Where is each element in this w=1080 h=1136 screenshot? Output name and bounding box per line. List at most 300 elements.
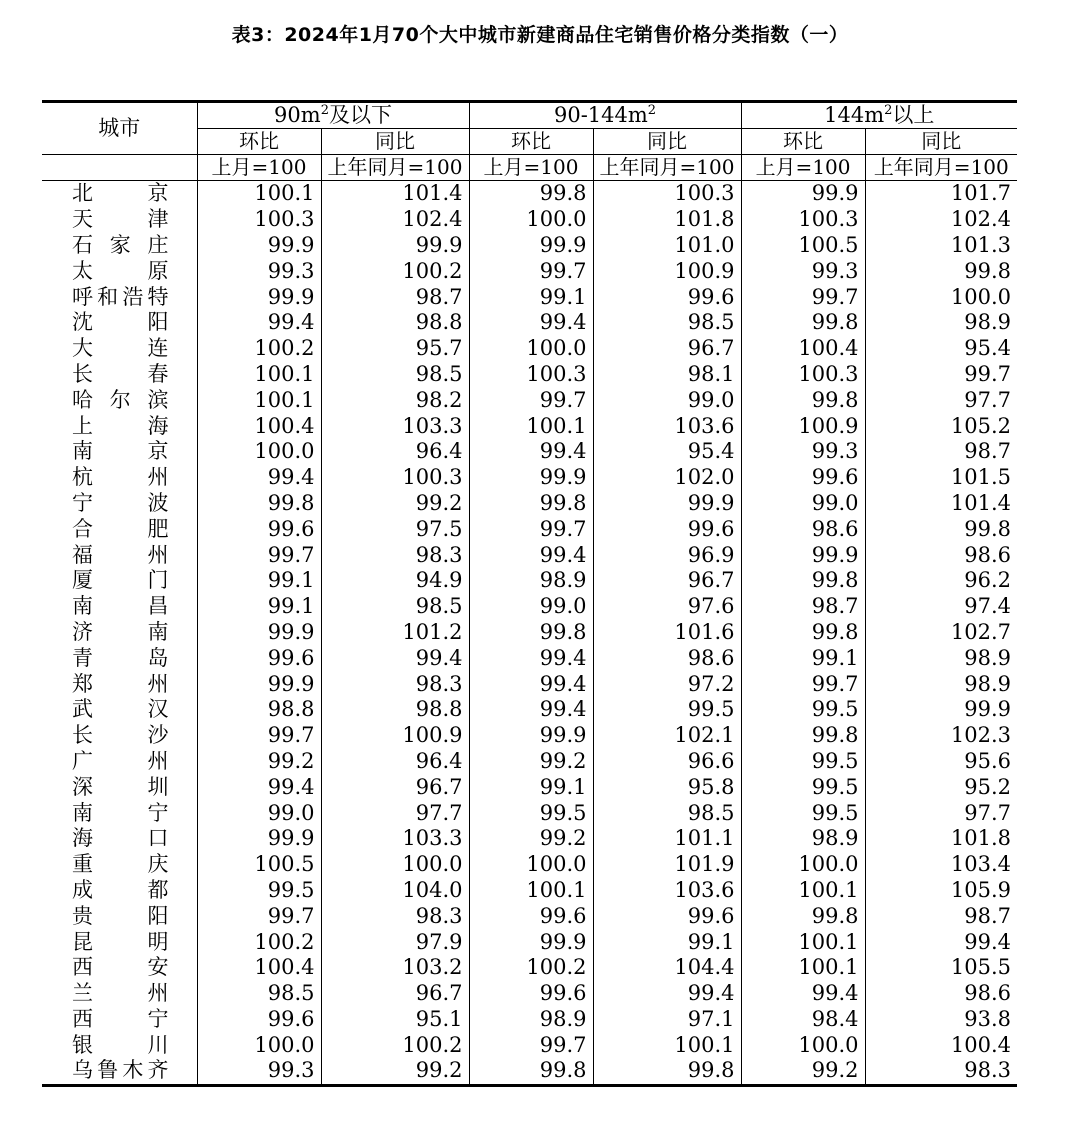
table-row	[42, 774, 1017, 800]
yoy-small-cell: 98.8	[321, 310, 469, 336]
mom-small-cell: 99.4	[197, 465, 321, 491]
mom-medium-cell: 100.3	[469, 362, 593, 388]
mom-medium-cell: 99.4	[469, 697, 593, 723]
yoy-medium-cell: 101.9	[593, 852, 741, 878]
yoy-small-cell: 97.5	[321, 516, 469, 542]
yoy-medium-cell: 99.4	[593, 981, 741, 1007]
yoy-medium-cell: 96.9	[593, 542, 741, 568]
yoy-small-cell: 99.4	[321, 645, 469, 671]
mom-large-cell: 99.6	[741, 465, 865, 491]
mom-medium-cell: 99.7	[469, 387, 593, 413]
mom-medium-cell: 99.2	[469, 826, 593, 852]
yoy-large-cell: 98.9	[865, 645, 1017, 671]
yoy-medium-cell: 98.5	[593, 800, 741, 826]
yoy-large-cell: 96.2	[865, 568, 1017, 594]
yoy-small-cell: 96.4	[321, 749, 469, 775]
yoy-large-cell: 99.9	[865, 697, 1017, 723]
city-name-cell: 乌鲁木齐	[72, 1058, 169, 1083]
yoy-large-cell: 95.2	[865, 774, 1017, 800]
city-name-cell: 福州	[72, 542, 169, 567]
yoy-medium-cell: 100.1	[593, 1032, 741, 1058]
yoy-large-cell: 101.3	[865, 233, 1017, 259]
mom-medium-cell: 99.9	[469, 233, 593, 259]
mom-small-cell: 99.4	[197, 774, 321, 800]
city-name-cell: 杭州	[72, 465, 169, 490]
mom-small-cell: 99.1	[197, 568, 321, 594]
mom-large-cell: 99.3	[741, 258, 865, 284]
yoy-medium-cell: 96.7	[593, 568, 741, 594]
city-name-cell: 深圳	[72, 774, 169, 799]
mom-small-cell: 98.8	[197, 697, 321, 723]
table-row	[42, 697, 1017, 723]
mom-medium-cell: 99.0	[469, 594, 593, 620]
mom-large-cell: 100.1	[741, 929, 865, 955]
mom-large-cell: 99.8	[741, 387, 865, 413]
table-row	[42, 800, 1017, 826]
mom-large-cell: 99.9	[741, 181, 865, 207]
table-row	[42, 1032, 1017, 1058]
yoy-large-cell: 98.7	[865, 903, 1017, 929]
mom-small-cell: 99.2	[197, 749, 321, 775]
city-name-cell: 长沙	[72, 723, 169, 748]
yoy-medium-cell: 101.0	[593, 233, 741, 259]
table-row	[42, 413, 1017, 439]
mom-medium-cell: 99.4	[469, 439, 593, 465]
yoy-small-cell: 95.7	[321, 336, 469, 362]
city-name-cell: 郑州	[72, 671, 169, 696]
city-name-cell: 长春	[72, 361, 169, 386]
mom-large-cell: 99.7	[741, 671, 865, 697]
mom-medium-cell: 99.7	[469, 1032, 593, 1058]
mom-medium-cell: 99.8	[469, 1058, 593, 1085]
mom-medium-cell: 98.9	[469, 1007, 593, 1033]
city-name-cell: 宁波	[72, 490, 169, 515]
mom-medium-cell: 100.0	[469, 336, 593, 362]
yoy-large-cell: 98.3	[865, 1058, 1017, 1085]
yoy-small-cell: 98.2	[321, 387, 469, 413]
table-row	[42, 671, 1017, 697]
table-row	[42, 981, 1017, 1007]
mom-medium-cell: 100.0	[469, 852, 593, 878]
mom-large-cell: 100.1	[741, 878, 865, 904]
mom-header: 环比	[469, 129, 593, 155]
table-row	[42, 207, 1017, 233]
table-row	[42, 955, 1017, 981]
mom-small-cell: 99.3	[197, 1058, 321, 1085]
mom-large-cell: 99.1	[741, 645, 865, 671]
yoy-medium-cell: 99.8	[593, 1058, 741, 1085]
mom-medium-cell: 99.5	[469, 800, 593, 826]
mom-small-cell: 99.6	[197, 516, 321, 542]
yoy-small-cell: 98.5	[321, 362, 469, 388]
mom-large-cell: 99.5	[741, 749, 865, 775]
mom-large-cell: 100.3	[741, 207, 865, 233]
city-name-cell: 北京	[72, 181, 169, 206]
yoy-small-cell: 100.2	[321, 258, 469, 284]
yoy-small-cell: 99.9	[321, 233, 469, 259]
yoy-small-cell: 103.3	[321, 826, 469, 852]
group-header-small	[197, 102, 469, 129]
city-name-cell: 沈阳	[72, 310, 169, 335]
mom-small-cell: 99.3	[197, 258, 321, 284]
mom-medium-cell: 99.8	[469, 181, 593, 207]
mom-large-cell: 99.9	[741, 542, 865, 568]
yoy-small-cell: 97.9	[321, 929, 469, 955]
yoy-small-cell: 98.8	[321, 697, 469, 723]
yoy-small-cell: 94.9	[321, 568, 469, 594]
yoy-small-cell: 100.3	[321, 465, 469, 491]
yoy-large-cell: 101.5	[865, 465, 1017, 491]
city-name-cell: 武汉	[72, 697, 169, 722]
city-name-cell: 太原	[72, 258, 169, 283]
city-name-cell: 天津	[72, 207, 169, 232]
table-row	[42, 878, 1017, 904]
yoy-medium-cell: 95.8	[593, 774, 741, 800]
yoy-small-cell: 100.9	[321, 723, 469, 749]
city-column-header: 城市	[42, 102, 197, 155]
mom-medium-cell: 99.6	[469, 903, 593, 929]
yoy-large-cell: 102.7	[865, 620, 1017, 646]
mom-base-header: 上月=100	[741, 155, 865, 181]
mom-small-cell: 100.5	[197, 852, 321, 878]
group-label-sup: 2	[320, 103, 329, 118]
mom-small-cell: 99.0	[197, 800, 321, 826]
mom-small-cell: 100.1	[197, 181, 321, 207]
city-name-cell: 昆明	[72, 929, 169, 954]
yoy-medium-cell: 100.9	[593, 258, 741, 284]
group-header-medium	[469, 102, 741, 129]
table-row	[42, 310, 1017, 336]
mom-medium-cell: 100.1	[469, 878, 593, 904]
city-name-cell: 银川	[72, 1032, 169, 1057]
price-index-table	[42, 100, 1017, 1087]
yoy-large-cell: 95.6	[865, 749, 1017, 775]
yoy-large-cell: 97.4	[865, 594, 1017, 620]
yoy-small-cell: 99.2	[321, 1058, 469, 1085]
city-name-cell: 济南	[72, 619, 169, 644]
table-row	[42, 542, 1017, 568]
city-name-cell: 兰州	[72, 981, 169, 1006]
yoy-small-cell: 100.2	[321, 1032, 469, 1058]
yoy-small-cell: 98.7	[321, 284, 469, 310]
mom-large-cell: 99.5	[741, 800, 865, 826]
city-name-cell: 呼和浩特	[72, 284, 169, 309]
mom-medium-cell: 98.9	[469, 568, 593, 594]
mom-small-cell: 99.9	[197, 233, 321, 259]
yoy-medium-cell: 101.6	[593, 620, 741, 646]
mom-medium-cell: 99.8	[469, 620, 593, 646]
mom-small-cell: 100.0	[197, 1032, 321, 1058]
group-label-sup: 2	[884, 103, 893, 118]
yoy-medium-cell: 97.2	[593, 671, 741, 697]
city-name-cell: 上海	[72, 413, 169, 438]
group-header-large	[741, 102, 1017, 129]
yoy-large-cell: 101.7	[865, 181, 1017, 207]
yoy-header: 同比	[865, 129, 1017, 155]
mom-medium-cell: 99.1	[469, 284, 593, 310]
yoy-small-cell: 98.3	[321, 542, 469, 568]
city-name-cell: 哈尔滨	[72, 387, 169, 412]
yoy-large-cell: 98.6	[865, 981, 1017, 1007]
yoy-small-cell: 101.2	[321, 620, 469, 646]
table-row	[42, 826, 1017, 852]
yoy-small-cell: 102.4	[321, 207, 469, 233]
yoy-medium-cell: 102.0	[593, 465, 741, 491]
yoy-medium-cell: 99.6	[593, 903, 741, 929]
yoy-medium-cell: 96.6	[593, 749, 741, 775]
table-body	[42, 181, 1017, 1086]
mom-base-header: 上月=100	[469, 155, 593, 181]
mom-small-cell: 99.9	[197, 284, 321, 310]
yoy-large-cell: 102.4	[865, 207, 1017, 233]
mom-large-cell: 100.0	[741, 852, 865, 878]
city-name-cell: 青岛	[72, 645, 169, 670]
table-row	[42, 233, 1017, 259]
mom-small-cell: 100.2	[197, 336, 321, 362]
mom-small-cell: 99.9	[197, 826, 321, 852]
yoy-large-cell: 99.8	[865, 516, 1017, 542]
mom-large-cell: 98.9	[741, 826, 865, 852]
mom-large-cell: 100.5	[741, 233, 865, 259]
yoy-large-cell: 101.4	[865, 491, 1017, 517]
city-name-cell: 南京	[72, 439, 169, 464]
yoy-large-cell: 100.0	[865, 284, 1017, 310]
mom-large-cell: 98.6	[741, 516, 865, 542]
group-label-post: 以上	[892, 103, 935, 127]
table-title: 表3：2024年1月70个大中城市新建商品住宅销售价格分类指数（一）	[231, 24, 849, 46]
yoy-small-cell: 98.3	[321, 671, 469, 697]
yoy-medium-cell: 96.7	[593, 336, 741, 362]
city-name-cell: 西安	[72, 955, 169, 980]
yoy-large-cell: 95.4	[865, 336, 1017, 362]
yoy-medium-cell: 103.6	[593, 878, 741, 904]
yoy-large-cell: 99.8	[865, 258, 1017, 284]
yoy-small-cell: 97.7	[321, 800, 469, 826]
mom-medium-cell: 99.4	[469, 310, 593, 336]
table-row	[42, 929, 1017, 955]
yoy-medium-cell: 97.1	[593, 1007, 741, 1033]
yoy-large-cell: 93.8	[865, 1007, 1017, 1033]
yoy-large-cell: 100.4	[865, 1032, 1017, 1058]
mom-large-cell: 99.7	[741, 284, 865, 310]
yoy-small-cell: 98.3	[321, 903, 469, 929]
table-row	[42, 516, 1017, 542]
yoy-medium-cell: 99.6	[593, 284, 741, 310]
mom-medium-cell: 99.2	[469, 749, 593, 775]
mom-header: 环比	[741, 129, 865, 155]
yoy-large-cell: 102.3	[865, 723, 1017, 749]
table-row	[42, 723, 1017, 749]
mom-small-cell: 100.2	[197, 929, 321, 955]
yoy-small-cell: 98.5	[321, 594, 469, 620]
yoy-medium-cell: 103.6	[593, 413, 741, 439]
city-name-cell: 成都	[72, 877, 169, 902]
mom-medium-cell: 99.4	[469, 542, 593, 568]
table-header	[42, 102, 1017, 181]
city-name-cell: 南宁	[72, 800, 169, 825]
mom-large-cell: 99.4	[741, 981, 865, 1007]
group-label-post: 及以下	[328, 103, 392, 127]
yoy-base-header: 上年同月=100	[321, 155, 469, 181]
yoy-large-cell: 105.9	[865, 878, 1017, 904]
city-name-cell: 大连	[72, 336, 169, 361]
yoy-large-cell: 98.9	[865, 310, 1017, 336]
yoy-medium-cell: 102.1	[593, 723, 741, 749]
city-name-cell: 合肥	[72, 516, 169, 541]
mom-medium-cell: 99.8	[469, 491, 593, 517]
mom-small-cell: 100.1	[197, 387, 321, 413]
yoy-large-cell: 105.2	[865, 413, 1017, 439]
table-row	[42, 594, 1017, 620]
yoy-small-cell: 104.0	[321, 878, 469, 904]
yoy-medium-cell: 104.4	[593, 955, 741, 981]
yoy-small-cell: 95.1	[321, 1007, 469, 1033]
mom-medium-cell: 99.4	[469, 671, 593, 697]
mom-small-cell: 100.0	[197, 439, 321, 465]
yoy-small-cell: 99.2	[321, 491, 469, 517]
mom-small-cell: 99.7	[197, 542, 321, 568]
city-name-cell: 南昌	[72, 594, 169, 619]
mom-large-cell: 100.0	[741, 1032, 865, 1058]
table-row	[42, 439, 1017, 465]
city-name-cell: 厦门	[72, 568, 169, 593]
table-row	[42, 465, 1017, 491]
mom-medium-cell: 100.2	[469, 955, 593, 981]
mom-small-cell: 100.1	[197, 362, 321, 388]
table-row	[42, 749, 1017, 775]
city-name-cell: 广州	[72, 748, 169, 773]
mom-small-cell: 99.9	[197, 620, 321, 646]
mom-small-cell: 100.4	[197, 413, 321, 439]
mom-small-cell: 99.9	[197, 671, 321, 697]
city-header-spacer	[42, 155, 197, 181]
table-row	[42, 491, 1017, 517]
yoy-small-cell: 96.7	[321, 774, 469, 800]
yoy-small-cell: 101.4	[321, 181, 469, 207]
yoy-large-cell: 105.5	[865, 955, 1017, 981]
mom-large-cell: 99.8	[741, 723, 865, 749]
city-name-cell: 重庆	[72, 852, 169, 877]
mom-base-header: 上月=100	[197, 155, 321, 181]
group-label-pre: 90m	[274, 103, 321, 127]
yoy-medium-cell: 100.3	[593, 181, 741, 207]
yoy-large-cell: 103.4	[865, 852, 1017, 878]
yoy-large-cell: 101.8	[865, 826, 1017, 852]
yoy-small-cell: 103.2	[321, 955, 469, 981]
mom-small-cell: 99.7	[197, 723, 321, 749]
mom-medium-cell: 99.9	[469, 929, 593, 955]
group-label-sup: 2	[647, 103, 657, 118]
table-row	[42, 620, 1017, 646]
group-label-pre: 144m	[824, 103, 885, 127]
mom-large-cell: 99.8	[741, 310, 865, 336]
yoy-large-cell: 98.7	[865, 439, 1017, 465]
yoy-large-cell: 97.7	[865, 387, 1017, 413]
mom-large-cell: 99.5	[741, 774, 865, 800]
mom-large-cell: 99.8	[741, 620, 865, 646]
mom-large-cell: 100.4	[741, 336, 865, 362]
mom-large-cell: 100.9	[741, 413, 865, 439]
yoy-medium-cell: 99.6	[593, 516, 741, 542]
yoy-medium-cell: 101.8	[593, 207, 741, 233]
city-name-cell: 海口	[72, 826, 169, 851]
yoy-header: 同比	[321, 129, 469, 155]
mom-small-cell: 99.1	[197, 594, 321, 620]
table-row	[42, 336, 1017, 362]
yoy-large-cell: 99.7	[865, 362, 1017, 388]
yoy-base-header: 上年同月=100	[593, 155, 741, 181]
yoy-large-cell: 99.4	[865, 929, 1017, 955]
mom-large-cell: 100.3	[741, 362, 865, 388]
table-row	[42, 362, 1017, 388]
yoy-medium-cell: 101.1	[593, 826, 741, 852]
yoy-large-cell: 97.7	[865, 800, 1017, 826]
yoy-base-header: 上年同月=100	[865, 155, 1017, 181]
mom-small-cell: 98.5	[197, 981, 321, 1007]
mom-large-cell: 99.2	[741, 1058, 865, 1085]
mom-medium-cell: 99.4	[469, 645, 593, 671]
yoy-header: 同比	[593, 129, 741, 155]
mom-large-cell: 99.0	[741, 491, 865, 517]
city-name-cell: 石家庄	[72, 232, 169, 257]
table-row	[42, 258, 1017, 284]
table-row	[42, 852, 1017, 878]
yoy-medium-cell: 99.9	[593, 491, 741, 517]
yoy-medium-cell: 98.6	[593, 645, 741, 671]
mom-small-cell: 100.3	[197, 207, 321, 233]
table-row	[42, 284, 1017, 310]
yoy-medium-cell: 99.5	[593, 697, 741, 723]
mom-medium-cell: 100.1	[469, 413, 593, 439]
yoy-small-cell: 100.0	[321, 852, 469, 878]
group-label-pre: 90-144m	[553, 103, 648, 127]
table-row	[42, 387, 1017, 413]
mom-large-cell: 100.1	[741, 955, 865, 981]
mom-medium-cell: 99.7	[469, 516, 593, 542]
yoy-medium-cell: 99.0	[593, 387, 741, 413]
yoy-medium-cell: 97.6	[593, 594, 741, 620]
mom-large-cell: 98.4	[741, 1007, 865, 1033]
mom-medium-cell: 99.9	[469, 465, 593, 491]
mom-medium-cell: 99.7	[469, 258, 593, 284]
mom-small-cell: 99.5	[197, 878, 321, 904]
mom-medium-cell: 99.9	[469, 723, 593, 749]
mom-large-cell: 99.8	[741, 903, 865, 929]
table-row	[42, 568, 1017, 594]
yoy-small-cell: 96.7	[321, 981, 469, 1007]
table-row	[42, 645, 1017, 671]
mom-small-cell: 99.6	[197, 1007, 321, 1033]
mom-small-cell: 99.4	[197, 310, 321, 336]
mom-header: 环比	[197, 129, 321, 155]
yoy-large-cell: 98.6	[865, 542, 1017, 568]
table-row	[42, 181, 1017, 207]
mom-small-cell: 99.6	[197, 645, 321, 671]
table-row	[42, 903, 1017, 929]
mom-large-cell: 98.7	[741, 594, 865, 620]
mom-medium-cell: 99.1	[469, 774, 593, 800]
yoy-medium-cell: 98.5	[593, 310, 741, 336]
yoy-medium-cell: 98.1	[593, 362, 741, 388]
yoy-medium-cell: 95.4	[593, 439, 741, 465]
table-row	[42, 1007, 1017, 1033]
city-name-cell: 贵阳	[72, 903, 169, 928]
yoy-small-cell: 103.3	[321, 413, 469, 439]
yoy-large-cell: 98.9	[865, 671, 1017, 697]
mom-small-cell: 100.4	[197, 955, 321, 981]
mom-large-cell: 99.3	[741, 439, 865, 465]
mom-small-cell: 99.7	[197, 903, 321, 929]
